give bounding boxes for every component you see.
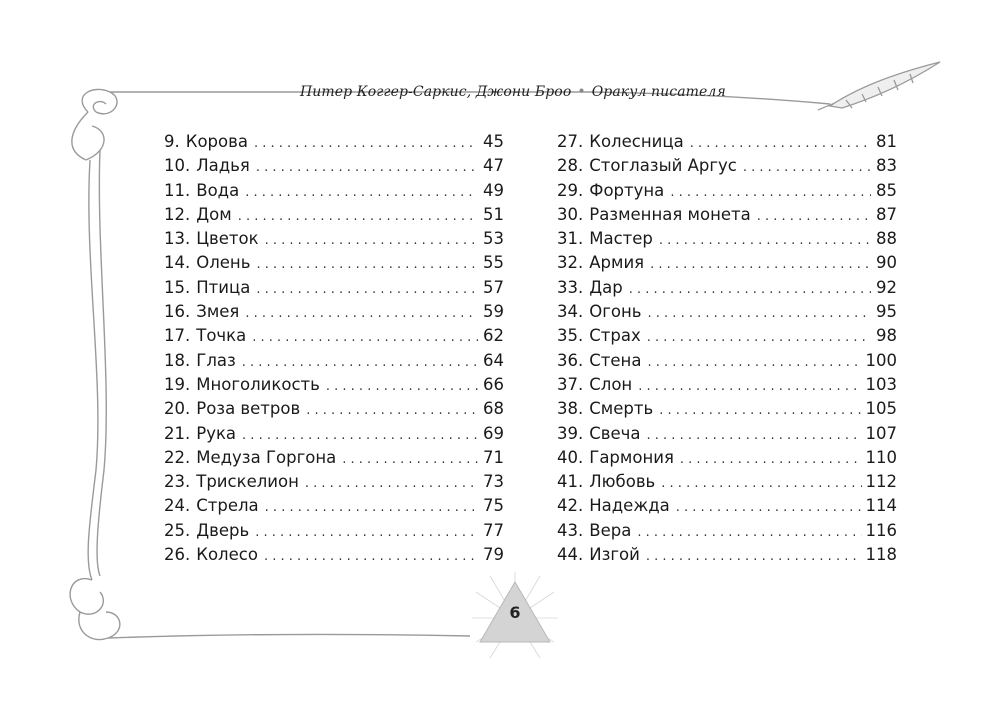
toc-entry-title: Слон <box>589 374 633 394</box>
dot-leader <box>659 399 861 423</box>
toc-entry-page: 79 <box>483 545 504 565</box>
toc-entry <box>557 276 897 300</box>
toc-entry-title: Точка <box>196 326 247 346</box>
toc-entry-page: 47 <box>483 156 504 176</box>
toc-entry-title: Цветок <box>196 229 259 249</box>
toc-entry <box>164 203 504 227</box>
dot-leader <box>646 545 862 569</box>
toc-entry-number: 35. <box>557 326 584 346</box>
toc-entry-number: 34. <box>557 302 584 322</box>
toc-entry-page: 90 <box>876 253 897 273</box>
toc-entry-title: Змея <box>196 302 240 322</box>
dot-leader <box>650 253 871 277</box>
toc-entry-page: 66 <box>483 374 504 394</box>
toc-entry-number: 16. <box>164 302 191 322</box>
dot-leader <box>638 375 861 399</box>
toc-entry-title: Надежда <box>589 496 670 516</box>
toc-entry-page: 83 <box>876 156 897 176</box>
toc-entry-title: Страх <box>589 326 641 346</box>
toc-entry <box>557 154 897 178</box>
toc-entry-title: Глаз <box>196 350 236 370</box>
toc-entry-page: 103 <box>865 374 897 394</box>
toc-entry-page: 57 <box>483 277 504 297</box>
toc-entry-number: 42. <box>557 496 584 516</box>
toc-entry <box>557 349 897 373</box>
toc-entry-title: Корова <box>185 132 248 151</box>
toc-entry-title: Армия <box>589 253 645 273</box>
toc-entry-title: Птица <box>196 277 251 297</box>
toc-entry-page: 92 <box>876 277 897 297</box>
toc-entry-number: 19. <box>164 374 191 394</box>
toc-entry <box>557 130 897 154</box>
header-authors: Питер Коггер-Саркис, Джони Броо <box>300 84 572 100</box>
toc-entry-number: 24. <box>164 496 191 516</box>
toc-entry-page: 88 <box>876 229 897 249</box>
toc-entry-title: Колесница <box>589 132 684 151</box>
toc-entry <box>164 179 504 203</box>
dot-leader <box>690 132 871 156</box>
toc-entry <box>557 543 897 567</box>
toc-entry-number: 21. <box>164 423 191 443</box>
toc-entry-title: Дар <box>589 277 623 297</box>
page-number: 6 <box>509 603 521 622</box>
toc-right-column <box>557 130 897 567</box>
toc-entry-number: 29. <box>557 180 584 200</box>
toc-entry-number: 30. <box>557 204 584 224</box>
dot-leader <box>629 278 871 302</box>
toc-entry-title: Медуза Горгона <box>196 447 337 467</box>
dot-leader <box>264 545 478 569</box>
dot-leader <box>265 496 478 520</box>
toc-entry <box>557 179 897 203</box>
toc-entry <box>164 300 504 324</box>
toc-entry-page: 100 <box>865 350 897 370</box>
dot-leader <box>305 472 478 496</box>
toc-entry-number: 43. <box>557 520 584 540</box>
toc-entry-number: 31. <box>557 229 584 249</box>
toc-entry-page: 81 <box>876 132 897 151</box>
toc-entry <box>557 251 897 275</box>
toc-entry-number: 10. <box>164 156 191 176</box>
dot-leader <box>255 521 478 545</box>
toc-entry-page: 118 <box>865 545 897 565</box>
toc-entry <box>557 203 897 227</box>
dot-leader <box>647 351 861 375</box>
toc-entry-title: Колесо <box>196 545 258 565</box>
toc-entry-page: 95 <box>876 302 897 322</box>
toc-entry-number: 23. <box>164 472 191 492</box>
dot-leader <box>306 399 478 423</box>
toc-entry-title: Вода <box>196 180 240 200</box>
toc-entry <box>164 251 504 275</box>
toc-entry <box>557 300 897 324</box>
toc-entry-page: 105 <box>865 399 897 419</box>
toc-entry-number: 33. <box>557 277 584 297</box>
toc-entry <box>557 494 897 518</box>
toc-entry-number: 41. <box>557 472 584 492</box>
toc-entry-title: Дверь <box>196 520 250 540</box>
toc-entry-page: 55 <box>483 253 504 273</box>
toc-entry-title: Огонь <box>589 302 642 322</box>
toc-entry-page: 59 <box>483 302 504 322</box>
toc-entry-number: 13. <box>164 229 191 249</box>
toc-entry <box>164 154 504 178</box>
toc-entry-number: 32. <box>557 253 584 273</box>
toc-entry-page: 112 <box>865 472 897 492</box>
toc-entry-title: Роза ветров <box>196 399 301 419</box>
dot-leader <box>326 375 478 399</box>
toc-entry <box>557 519 897 543</box>
toc-entry-number: 22. <box>164 447 191 467</box>
dot-leader <box>676 496 862 520</box>
toc-entry-number: 14. <box>164 253 191 273</box>
toc-entry <box>164 324 504 348</box>
dot-leader <box>661 472 861 496</box>
toc-entry-title: Олень <box>196 253 251 273</box>
toc-entry <box>164 397 504 421</box>
toc-entry-page: 64 <box>483 350 504 370</box>
toc-entry-title: Многоликость <box>196 374 320 394</box>
header-book-title: Оракул писателя <box>591 84 726 100</box>
toc-entry-number: 37. <box>557 374 584 394</box>
toc-entry <box>557 227 897 251</box>
toc-entry-number: 9. <box>164 132 180 151</box>
toc-entry-page: 87 <box>876 204 897 224</box>
toc-entry <box>164 543 504 567</box>
toc-entry-title: Изгой <box>589 545 640 565</box>
toc-entry <box>164 349 504 373</box>
toc-entry <box>164 276 504 300</box>
toc-entry-number: 44. <box>557 545 584 565</box>
dot-leader <box>242 351 478 375</box>
toc-entry <box>164 470 504 494</box>
toc-entry-title: Трискелион <box>196 472 299 492</box>
toc-entry-number: 39. <box>557 423 584 443</box>
toc-entry-number: 18. <box>164 350 191 370</box>
toc-entry-page: 73 <box>483 472 504 492</box>
dot-leader <box>254 132 478 156</box>
toc-entry <box>557 422 897 446</box>
toc-entry-title: Гармония <box>589 447 674 467</box>
toc-entry-title: Разменная монета <box>589 204 751 224</box>
dot-leader <box>647 326 871 350</box>
toc-entry-number: 20. <box>164 399 191 419</box>
toc-entry-title: Любовь <box>589 472 656 492</box>
toc-entry-page: 75 <box>483 496 504 516</box>
toc-entry-title: Ладья <box>196 156 250 176</box>
toc-entry <box>164 130 504 154</box>
toc-entry <box>164 422 504 446</box>
toc-entry-number: 26. <box>164 545 191 565</box>
toc-entry-page: 69 <box>483 423 504 443</box>
toc-entry-title: Свеча <box>589 423 641 443</box>
dot-leader <box>238 205 478 229</box>
toc-entry-number: 17. <box>164 326 191 346</box>
dot-leader <box>670 181 871 205</box>
dot-leader <box>659 229 871 253</box>
toc-entry <box>164 227 504 251</box>
toc-entry-title: Дом <box>196 204 232 224</box>
dot-leader <box>265 229 478 253</box>
dot-leader <box>757 205 871 229</box>
dot-leader <box>256 253 478 277</box>
toc-entry-title: Смерть <box>589 399 654 419</box>
toc-entry-page: 71 <box>483 447 504 467</box>
toc-entry-page: 68 <box>483 399 504 419</box>
toc-entry <box>557 324 897 348</box>
toc-entry-page: 110 <box>865 447 897 467</box>
toc-entry <box>164 519 504 543</box>
toc-entry-page: 98 <box>876 326 897 346</box>
toc-entry <box>557 373 897 397</box>
toc-entry-title: Стена <box>589 350 642 370</box>
toc-entry-number: 15. <box>164 277 191 297</box>
dot-leader <box>680 448 862 472</box>
toc-entry-page: 77 <box>483 520 504 540</box>
toc-entry-page: 49 <box>483 180 504 200</box>
toc-entry-page: 116 <box>865 520 897 540</box>
toc-entry <box>557 397 897 421</box>
toc-entry-number: 12. <box>164 204 191 224</box>
toc-entry-page: 53 <box>483 229 504 249</box>
toc-entry <box>557 470 897 494</box>
toc-entry-page: 45 <box>483 132 504 151</box>
dot-leader <box>242 424 478 448</box>
dot-leader <box>256 278 478 302</box>
dot-leader <box>637 521 861 545</box>
dot-leader <box>647 424 862 448</box>
dot-leader <box>648 302 871 326</box>
toc-entry-page: 107 <box>865 423 897 443</box>
toc-entry-number: 11. <box>164 180 191 200</box>
toc-entry-title: Вера <box>589 520 632 540</box>
toc-entry-number: 27. <box>557 132 584 151</box>
toc-entry-number: 40. <box>557 447 584 467</box>
dot-leader <box>342 448 478 472</box>
dot-leader <box>743 156 871 180</box>
toc-entry-page: 114 <box>865 496 897 516</box>
toc-entry <box>164 494 504 518</box>
dot-leader <box>256 156 478 180</box>
toc-entry <box>557 446 897 470</box>
toc-entry-title: Фортуна <box>589 180 665 200</box>
toc-entry-title: Рука <box>196 423 237 443</box>
toc-entry-page: 62 <box>483 326 504 346</box>
dot-leader <box>245 302 478 326</box>
toc-entry-title: Мастер <box>589 229 653 249</box>
running-header <box>300 84 740 100</box>
header-separator: • <box>577 84 586 100</box>
toc-entry-number: 36. <box>557 350 584 370</box>
toc-left-column <box>164 130 504 567</box>
toc-entry-title: Стрела <box>196 496 259 516</box>
toc-entry-number: 28. <box>557 156 584 176</box>
toc-entry-number: 25. <box>164 520 191 540</box>
toc-entry <box>164 373 504 397</box>
toc-entry-page: 51 <box>483 204 504 224</box>
dot-leader <box>245 181 478 205</box>
toc-entry <box>164 446 504 470</box>
dot-leader <box>252 326 478 350</box>
toc-entry-page: 85 <box>876 180 897 200</box>
toc-entry-number: 38. <box>557 399 584 419</box>
toc-entry-title: Стоглазый Аргус <box>589 156 737 176</box>
